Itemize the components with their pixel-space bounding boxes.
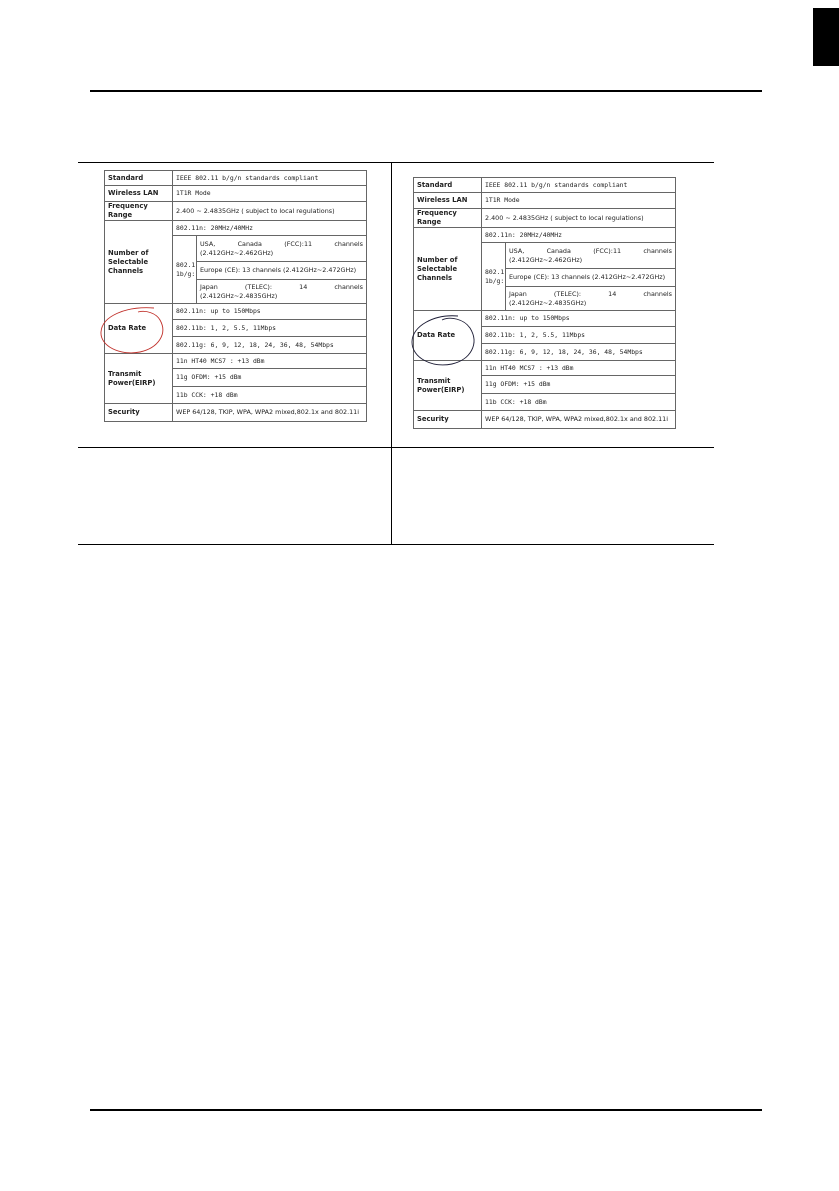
channels-usa <box>506 243 676 269</box>
bg-label-line: 802.1 <box>176 260 196 269</box>
power-b: 11b CCK: +18 dBm <box>482 394 676 411</box>
channels-80211n: 802.11n: 20MHz/40MHz <box>173 221 367 236</box>
footer-rule <box>90 1109 762 1111</box>
header-rule <box>90 90 762 92</box>
data-rate-label: Data Rate <box>105 304 173 354</box>
channels-europe: Europe (CE): 13 channels (2.412GHz~2.472GHz) <box>506 269 676 287</box>
power-label-line: Transmit <box>417 376 451 385</box>
channels-label-line: Selectable <box>417 264 458 273</box>
bg-label-line: 802.1 <box>485 267 505 276</box>
security-value: WEP 64/128, TKIP, WPA, WPA2 mixed,802.1x and 802.11i <box>173 404 367 422</box>
spec-table-left <box>104 170 367 422</box>
standard-label: Standard <box>414 178 482 193</box>
wireless-lan-label: Wireless LAN <box>414 193 482 209</box>
channels-japan <box>197 280 367 304</box>
channels-label-line: Number of <box>108 248 149 257</box>
transmit-power-label <box>414 361 482 411</box>
channels-80211bg-label <box>173 236 197 304</box>
power-g: 11g OFDM: +15 dBm <box>482 376 676 394</box>
japan-line: Japan (TELEC): 14 channels <box>509 289 673 298</box>
usa-line: USA, Canada (FCC):11 channels <box>200 239 364 248</box>
data-rate-n: 802.11n: up to 150Mbps <box>173 304 367 320</box>
data-rate-n: 802.11n: up to 150Mbps <box>482 311 676 327</box>
transmit-power-label <box>105 354 173 404</box>
channels-europe: Europe (CE): 13 channels (2.412GHz~2.472GHz) <box>197 262 367 280</box>
channels-label-line: Channels <box>417 273 453 282</box>
data-rate-b: 802.11b: 1, 2, 5.5, 11Mbps <box>482 327 676 344</box>
spec-table-right <box>413 177 676 429</box>
frequency-range-label: Frequency Range <box>105 202 173 221</box>
frequency-range-value: 2.400 ~ 2.4835GHz ( subject to local regulations) <box>173 202 367 221</box>
channels-label-line: Number of <box>417 255 458 264</box>
channels-japan <box>506 287 676 311</box>
standard-value: IEEE 802.11 b/g/n standards compliant <box>482 178 676 193</box>
channels-80211n: 802.11n: 20MHz/40MHz <box>482 228 676 243</box>
grid-vertical-divider <box>391 163 392 544</box>
usa-line: USA, Canada (FCC):11 channels <box>509 246 673 255</box>
standard-label: Standard <box>105 171 173 186</box>
power-label-line: Power(EIRP) <box>417 385 465 394</box>
security-label: Security <box>105 404 173 422</box>
channels-label <box>105 221 173 304</box>
japan-line: Japan (TELEC): 14 channels <box>200 282 364 291</box>
data-rate-label: Data Rate <box>414 311 482 361</box>
channels-label <box>414 228 482 311</box>
channels-usa <box>197 236 367 262</box>
power-b: 11b CCK: +18 dBm <box>173 387 367 404</box>
bg-label-line: 1b/g: <box>176 269 196 278</box>
frequency-range-value: 2.400 ~ 2.4835GHz ( subject to local regulations) <box>482 209 676 228</box>
page-tab-marker <box>813 8 839 66</box>
frequency-range-label: Frequency Range <box>414 209 482 228</box>
power-n: 11n HT40 MCS7 : +13 dBm <box>173 354 367 369</box>
grid-horizontal-divider <box>78 447 714 448</box>
standard-value: IEEE 802.11 b/g/n standards compliant <box>173 171 367 186</box>
wireless-lan-label: Wireless LAN <box>105 186 173 202</box>
power-label-line: Power(EIRP) <box>108 378 156 387</box>
channels-80211bg-label <box>482 243 506 311</box>
power-label-line: Transmit <box>108 369 142 378</box>
data-rate-g: 802.11g: 6, 9, 12, 18, 24, 36, 48, 54Mbps <box>173 337 367 354</box>
power-g: 11g OFDM: +15 dBm <box>173 369 367 387</box>
channels-label-line: Selectable <box>108 257 149 266</box>
power-n: 11n HT40 MCS7 : +13 dBm <box>482 361 676 376</box>
usa-range: (2.412GHz~2.462GHz) <box>509 255 583 264</box>
bg-label-line: 1b/g: <box>485 276 505 285</box>
data-rate-b: 802.11b: 1, 2, 5.5, 11Mbps <box>173 320 367 337</box>
usa-range: (2.412GHz~2.462GHz) <box>200 248 274 257</box>
japan-range: (2.412GHz~2.4835GHz) <box>200 291 278 300</box>
wireless-lan-value: 1T1R Mode <box>173 186 367 202</box>
security-label: Security <box>414 411 482 429</box>
data-rate-g: 802.11g: 6, 9, 12, 18, 24, 36, 48, 54Mbps <box>482 344 676 361</box>
security-value: WEP 64/128, TKIP, WPA, WPA2 mixed,802.1x and 802.11i <box>482 411 676 429</box>
japan-range: (2.412GHz~2.4835GHz) <box>509 298 587 307</box>
wireless-lan-value: 1T1R Mode <box>482 193 676 209</box>
channels-label-line: Channels <box>108 266 144 275</box>
